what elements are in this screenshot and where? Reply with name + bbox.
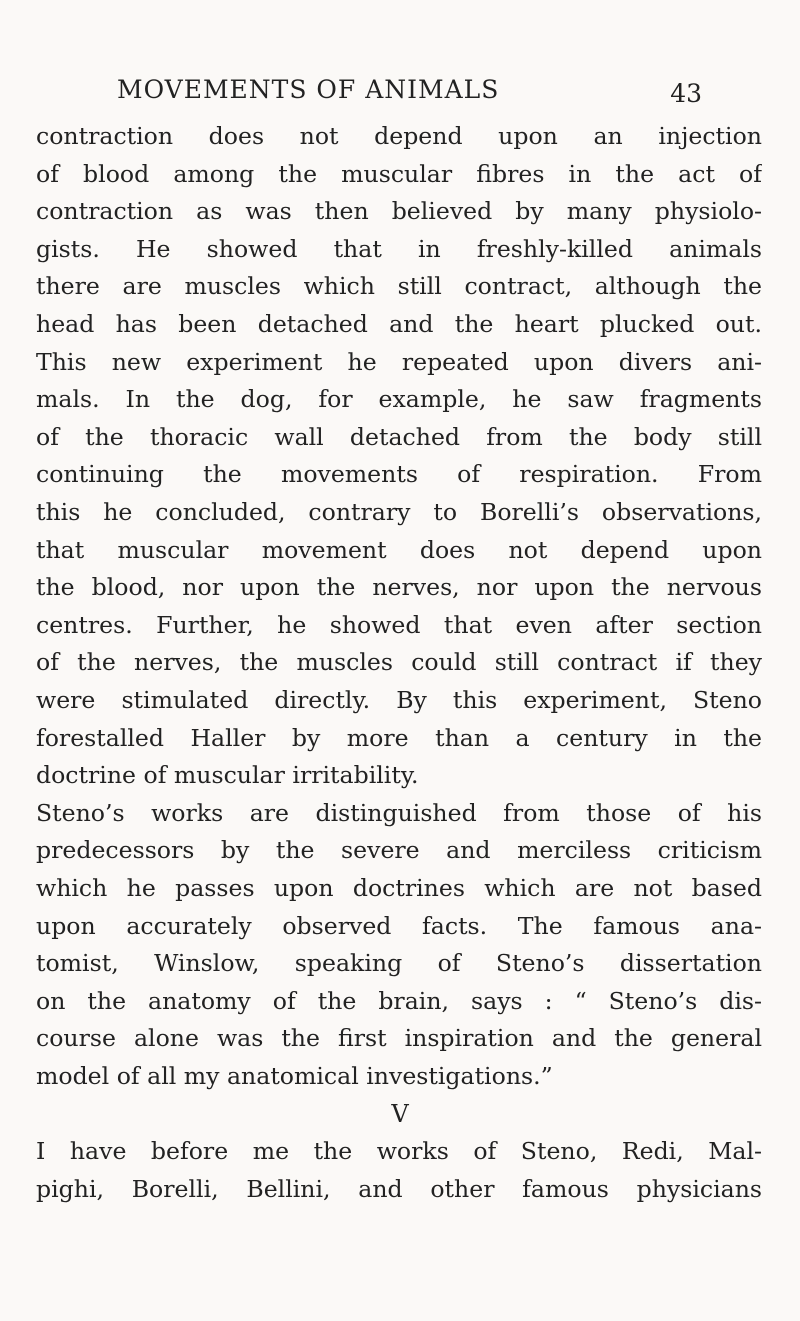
text-line: model of all my anatomical investigations.” xyxy=(36,1062,553,1090)
text-line: forestalled Haller by more than a century in the xyxy=(36,724,762,752)
text-line: this he concluded, contrary to Borelli’s observations, xyxy=(36,498,762,526)
text-line: the blood, nor upon the nerves, nor upon the nervous xyxy=(36,573,762,601)
text-line: tomist, Winslow, speaking of Steno’s dissertation xyxy=(36,949,762,977)
text-line: contraction as was then believed by many physiolo- xyxy=(36,197,762,225)
text-line: there are muscles which still contract, although the xyxy=(36,272,762,300)
text-line: were stimulated directly. By this experiment, Steno xyxy=(36,686,762,714)
text-line: upon accurately observed facts. The famous ana- xyxy=(36,912,762,940)
running-title: MOVEMENTS OF ANIMALS xyxy=(117,75,500,104)
text-line: I have before me the works of Steno, Redi, Mal- xyxy=(36,1137,762,1165)
text-line: continuing the movements of respiration. From xyxy=(36,460,762,488)
text-line: doctrine of muscular irritability. xyxy=(36,761,419,789)
text-line: centres. Further, he showed that even after section xyxy=(36,611,762,639)
text-line: which he passes upon doctrines which are not based xyxy=(36,874,762,902)
section-heading: V xyxy=(391,1100,409,1128)
text-line: contraction does not depend upon an injection xyxy=(36,122,762,150)
running-head xyxy=(0,70,800,110)
text-line: predecessors by the severe and merciless criticism xyxy=(36,836,762,864)
text-line: This new experiment he repeated upon divers ani- xyxy=(36,348,762,376)
text-line: Steno’s works are distinguished from those of his xyxy=(36,799,762,827)
text-line: that muscular movement does not depend upon xyxy=(36,536,762,564)
text-line: gists. He showed that in freshly-killed animals xyxy=(36,235,762,263)
text-line: of blood among the muscular fibres in the act of xyxy=(36,160,762,188)
page-number: 43 xyxy=(670,79,702,108)
text-line: of the thoracic wall detached from the body still xyxy=(36,423,762,451)
text-line: head has been detached and the heart plucked out. xyxy=(36,310,762,338)
text-line: mals. In the dog, for example, he saw fragments xyxy=(36,385,762,413)
text-line: course alone was the first inspiration and the general xyxy=(36,1024,762,1052)
text-line: on the anatomy of the brain, says : “ Steno’s dis- xyxy=(36,987,762,1015)
text-line: of the nerves, the muscles could still contract if they xyxy=(36,648,762,676)
text-line: pighi, Borelli, Bellini, and other famous physicians xyxy=(36,1175,762,1203)
